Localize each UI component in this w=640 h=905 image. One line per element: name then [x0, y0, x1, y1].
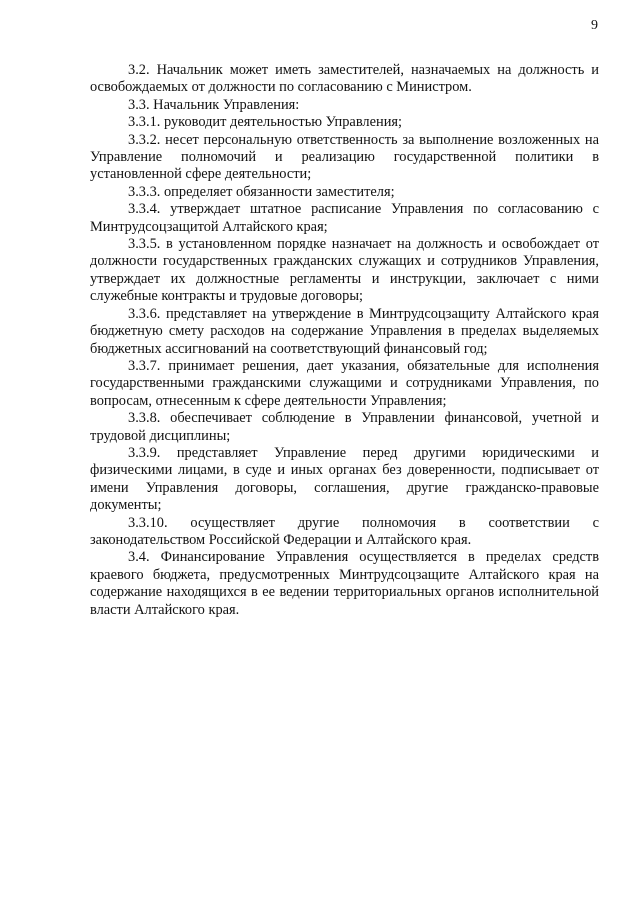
paragraph-3-3-4: 3.3.4. утверждает штатное расписание Управления по согласованию с Минтрудсоцзащитой Алтайского края; [90, 201, 599, 235]
paragraph-3-3-2: 3.3.2. несет персональную ответственность за выполнение возложенных на Управление полномочий и реализацию государственной политики в установленной сфере деятельности; [90, 131, 599, 183]
paragraph-3-3-3: 3.3.3. определяет обязанности заместителя; [128, 183, 395, 200]
paragraph-3-3: 3.3. Начальник Управления: [128, 96, 300, 113]
paragraph-3-4: 3.4. Финансирование Управления осуществляется в пределах средств краевого бюджета, предусмотренных Минтрудсоцзащите Алтайского края на содержание находящихся в ее ведении территориальных органов исполнительной власти Алтайского края. [90, 549, 599, 618]
paragraph-3-3-7: 3.3.7. принимает решения, дает указания, обязательные для исполнения государственными гражданскими служащими и сотрудниками Управления, по вопросам, отнесенным к сфере деятельности Управления; [90, 357, 599, 409]
paragraph-3-3-9: 3.3.9. представляет Управление перед другими юридическими и физическими лицами, в суде и иных органах без доверенности, подписывает от имени Управления договоры, соглашения, другие гражданско-правовые документы; [90, 444, 599, 514]
paragraph-3-2: 3.2. Начальник может иметь заместителей, назначаемых на должность и освобождаемых от должности по согласованию с Министром. [90, 62, 599, 96]
document-body [90, 62, 599, 619]
page-number: 9 [591, 18, 598, 33]
paragraph-3-3-1: 3.3.1. руководит деятельностью Управления; [128, 114, 403, 131]
paragraph-3-3-10: 3.3.10. осуществляет другие полномочия в соответствии с законодательством Российской Федерации и Алтайского края. [90, 514, 599, 548]
paragraph-3-3-6: 3.3.6. представляет на утверждение в Минтрудсоцзащиту Алтайского края бюджетную смету расходов на содержание Управления в пределах выделяемых бюджетных ассигнований на соответствующий финансовый год; [90, 305, 599, 357]
paragraph-3-3-5: 3.3.5. в установленном порядке назначает на должность и освобождает от должности государственных гражданских служащих и сотрудников Управления, утверждает их должностные регламенты и инструкции, заключает с ними служебные контракты и трудовые договоры; [90, 236, 599, 305]
paragraph-3-3-8: 3.3.8. обеспечивает соблюдение в Управлении финансовой, учетной и трудовой дисциплины; [90, 410, 599, 444]
